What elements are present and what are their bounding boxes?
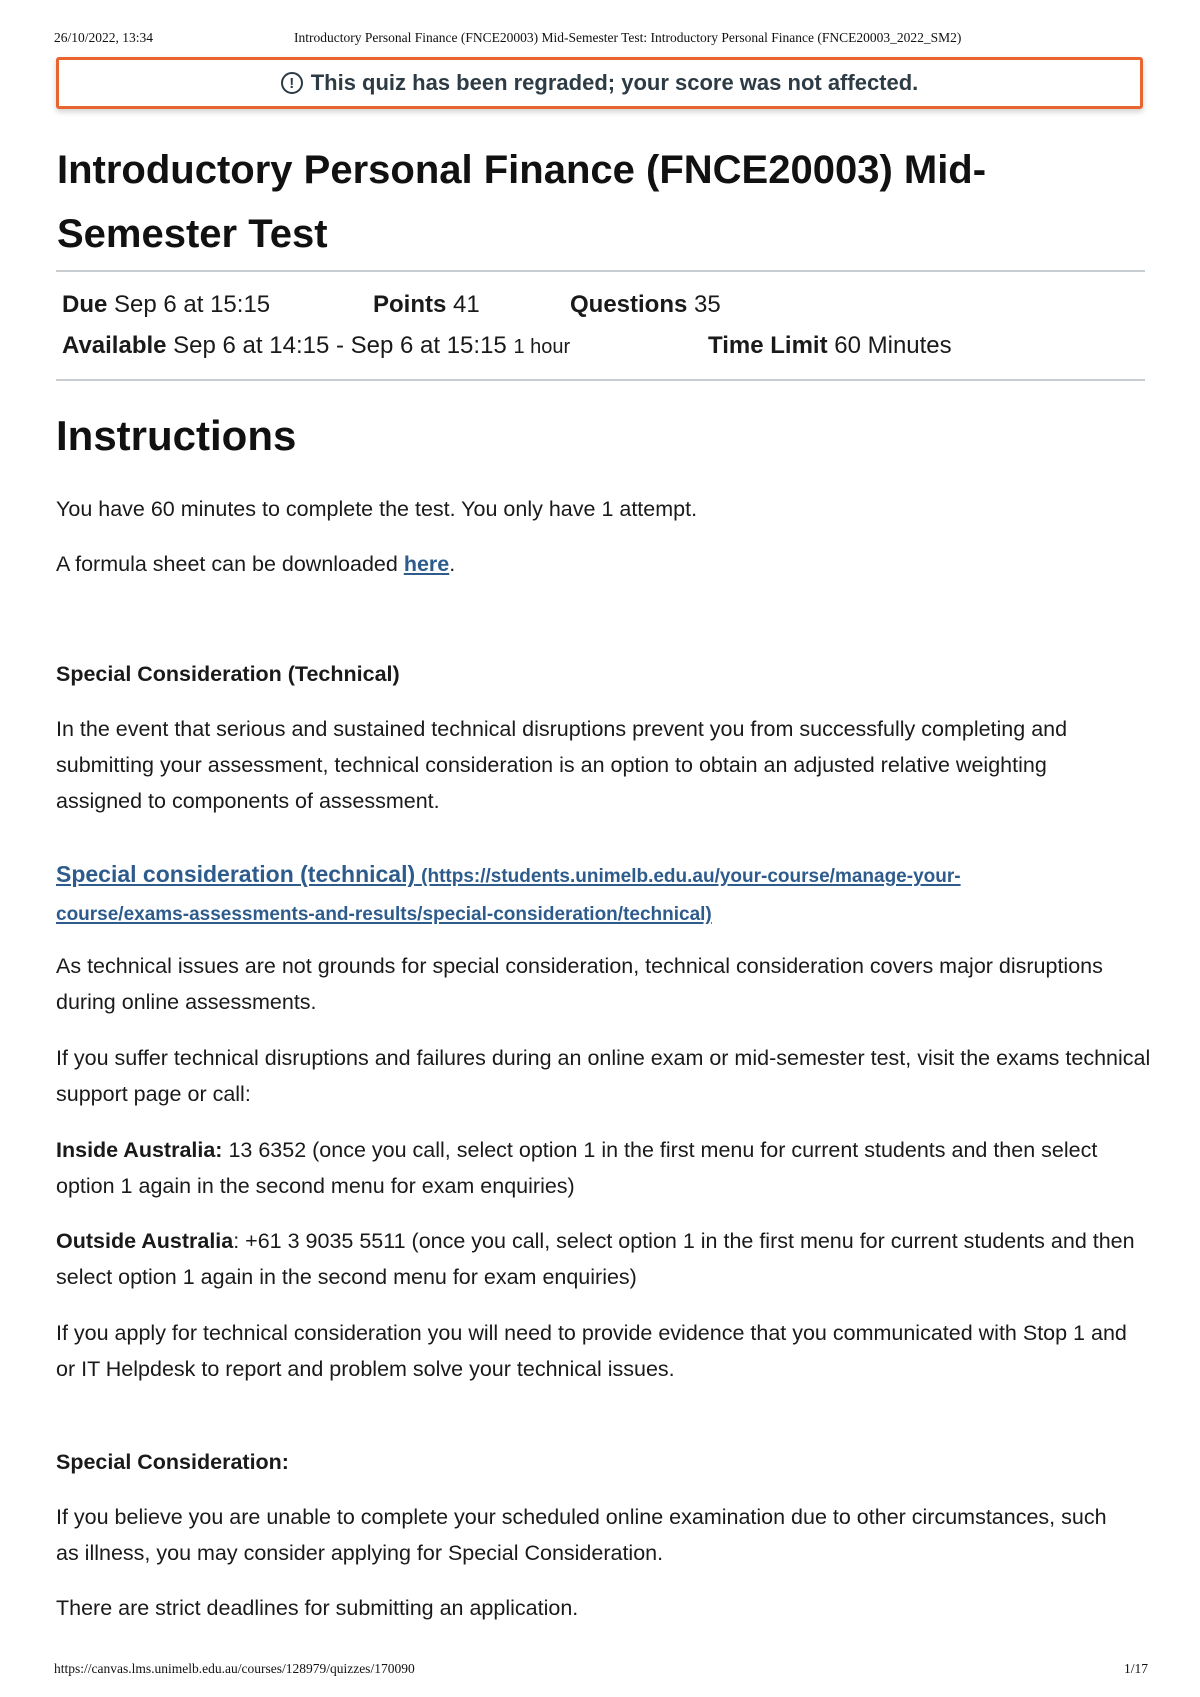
- outside-australia-label: Outside Australia: [56, 1229, 234, 1253]
- special-deadlines-wrap: [56, 1590, 1151, 1626]
- outside-australia-paragraph: [56, 1223, 1151, 1295]
- divider-bottom: [56, 379, 1145, 381]
- formula-sheet-paragraph: [56, 546, 1151, 582]
- quiz-meta-row-1: [62, 291, 721, 319]
- outside-australia-wrap: [56, 1223, 1151, 1295]
- inside-australia-label: Inside Australia:: [56, 1138, 223, 1162]
- points-label: Points: [373, 291, 447, 318]
- exclamation-circle-icon: !: [281, 72, 303, 94]
- quiz-meta-row-2: [62, 332, 952, 360]
- technical-evidence-wrap: [56, 1315, 1151, 1387]
- due-label: Due: [62, 291, 108, 318]
- due-info: [62, 291, 373, 319]
- instructions-heading: Instructions: [56, 412, 297, 459]
- points-value: 41: [453, 291, 480, 318]
- technical-disruption-wrap: [56, 1040, 1151, 1112]
- technical-consideration-link-url-2: course/exams-assessments-and-results/special-consideration/technical): [56, 904, 712, 925]
- inside-australia-wrap: [56, 1132, 1151, 1204]
- formula-sheet-line: [56, 546, 1151, 582]
- technical-consideration-link-wrap: [56, 856, 1151, 933]
- print-date: 26/10/2022, 13:34: [54, 30, 154, 45]
- questions-info: [570, 291, 721, 319]
- questions-label: Questions: [570, 291, 688, 318]
- print-title: Introductory Personal Finance (FNCE20003) Mid-Semester Test: Introductory Personal Finance (FNCE20003_2022_SM2): [294, 30, 962, 45]
- attempt-paragraph: You have 60 minutes to complete the test. You only have 1 attempt.: [56, 497, 698, 521]
- time-limit-label: Time Limit: [708, 332, 828, 359]
- formula-sheet-period: .: [449, 552, 456, 576]
- available-info: [62, 332, 708, 360]
- technical-consideration-intro: In the event that serious and sustained technical disruptions prevent you from successfully completing and submitting your assessment, technical consideration is an option to obtain an adjusted relative weighting assigned to components of assessment.: [56, 717, 1068, 813]
- technical-consideration-intro-wrap: [56, 711, 1126, 819]
- technical-evidence-paragraph: If you apply for technical consideration you will need to provide evidence that you communicated with Stop 1 and or IT Helpdesk to report and problem solve your technical issues.: [56, 1321, 1127, 1381]
- print-url: https://canvas.lms.unimelb.edu.au/courses/128979/quizzes/170090: [54, 1661, 415, 1676]
- page-number: 1/17: [1123, 1661, 1148, 1676]
- technical-grounds-wrap: [56, 948, 1151, 1020]
- technical-consideration-heading-wrap: [56, 656, 1151, 692]
- time-limit-value: 60 Minutes: [834, 332, 952, 359]
- page-title: Introductory Personal Finance (FNCE20003) Mid-Semester Test: [57, 148, 987, 256]
- available-label: Available: [62, 332, 167, 359]
- regrade-notice-text: This quiz has been regraded; your score was not affected.: [310, 70, 919, 95]
- time-limit-info: [708, 332, 952, 360]
- points-info: [373, 291, 570, 319]
- technical-consideration-link[interactable]: [56, 863, 961, 925]
- available-duration: 1 hour: [513, 336, 571, 358]
- technical-consideration-link-url-1: (https://students.unimelb.edu.au/your-course/manage-your-: [421, 866, 961, 887]
- questions-value: 35: [694, 291, 721, 318]
- available-value: Sep 6 at 14:15 - Sep 6 at 15:15: [173, 332, 507, 359]
- divider-top: [56, 270, 1145, 272]
- special-consideration-heading-wrap: [56, 1444, 1151, 1480]
- special-deadlines-paragraph: There are strict deadlines for submitting an application.: [56, 1596, 579, 1620]
- special-consideration-intro-wrap: [56, 1499, 1116, 1571]
- technical-grounds-paragraph: As technical issues are not grounds for special consideration, technical consideration covers major disruptions during online assessments.: [56, 954, 1103, 1014]
- special-consideration-heading: Special Consideration:: [56, 1450, 289, 1474]
- instructions-attempt-text: [56, 491, 1151, 527]
- technical-consideration-link-text: Special consideration (technical): [56, 861, 416, 887]
- due-value: Sep 6 at 15:15: [114, 291, 271, 318]
- inside-australia-paragraph: [56, 1132, 1151, 1204]
- technical-disruption-paragraph: If you suffer technical disruptions and failures during an online exam or mid-semester test, visit the exams technical support page or call:: [56, 1046, 1151, 1106]
- formula-sheet-text: A formula sheet can be downloaded: [56, 552, 404, 576]
- inside-australia-text: 13 6352 (once you call, select option 1 in the first menu for current students and then select option 1 again in the second menu for exam enquiries): [56, 1138, 1098, 1198]
- technical-consideration-heading: Special Consideration (Technical): [56, 662, 400, 686]
- formula-sheet-link[interactable]: here: [403, 552, 450, 576]
- outside-australia-text: : +61 3 9035 5511 (once you call, select option 1 in the first menu for current students and then select option 1 again in the second menu for exam enquiries): [56, 1229, 1135, 1289]
- special-consideration-intro: If you believe you are unable to complete your scheduled online examination due to other circumstances, such as illness, you may consider applying for Special Consideration.: [56, 1505, 1107, 1565]
- regrade-notice: [56, 57, 1143, 109]
